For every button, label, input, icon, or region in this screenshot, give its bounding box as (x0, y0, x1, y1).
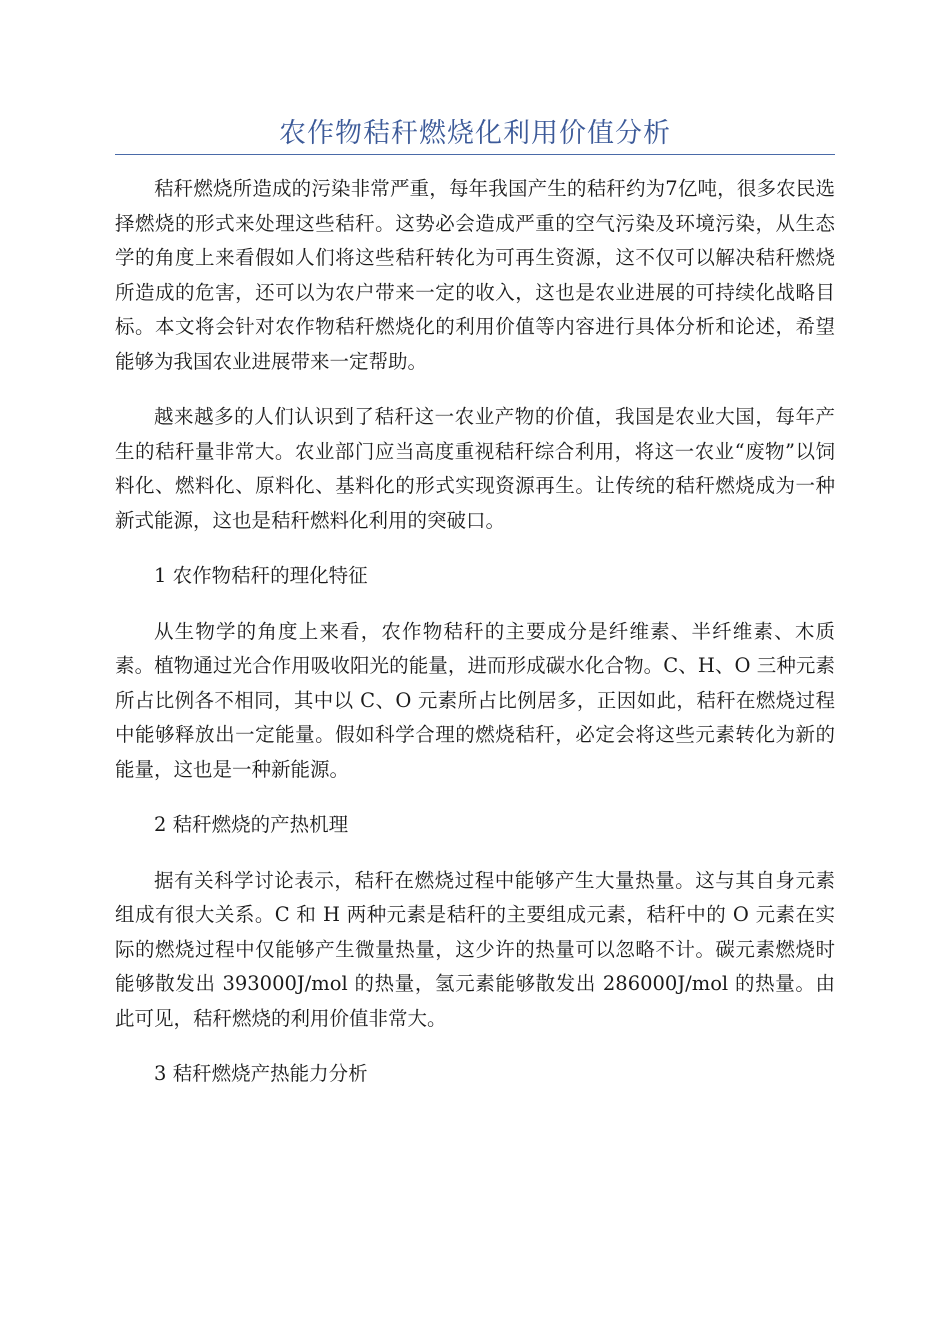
paragraph-context: 越来越多的人们认识到了秸秆这一农业产物的价值，我国是农业大国，每年产生的秸秆量非常大。农业部门应当高度重视秸秆综合利用，将这一农业“废物”以饲料化、燃料化、原料化、基料化的形式实现资源再生。让传统的秸秆燃烧成为一种新式能源，这也是秸秆燃料化利用的突破口。 (115, 405, 835, 532)
paragraph-intro: 秸秆燃烧所造成的污染非常严重，每年我国产生的秸秆约为7亿吨，很多农民选择燃烧的形式来处理这些秸秆。这势必会造成严重的空气污染及环境污染，从生态学的角度上来看假如人们将这些秸秆转化为可再生资源，这不仅可以解决秸秆燃烧所造成的危害，还可以为农户带来一定的收入，这也是农业进展的可持续化战略目标。本文将会针对农作物秸秆燃烧化的利用价值等内容进行具体分析和论述，希望能够为我国农业进展带来一定帮助。 (115, 177, 835, 373)
section-heading-2: 2 秸秆燃烧的产热机理 (154, 813, 349, 836)
paragraph-section-1: 从生物学的角度上来看，农作物秸秆的主要成分是纤维素、半纤维素、木质素。植物通过光合作用吸收阳光的能量，进而形成碳水化合物。C、H、O 三种元素所占比例各不相同，其中以 C、O 元素所占比例居多，正因如此，秸秆在燃烧过程中能够释放出一定能量。假如科学合理的燃烧秸秆，必定会将这些元素转化为新的能量，这也是一种新能源。 (115, 619, 835, 781)
title-underline (115, 154, 835, 155)
section-heading-1: 1 农作物秸秆的理化特征 (154, 564, 368, 587)
section-heading-3: 3 秸秆燃烧产热能力分析 (154, 1062, 368, 1085)
paragraph-section-2: 据有关科学讨论表示，秸秆在燃烧过程中能够产生大量热量。这与其自身元素组成有很大关系。C 和 H 两种元素是秸秆的主要组成元素，秸秆中的 O 元素在实际的燃烧过程中仅能够产生微量热量，这少许的热量可以忽略不计。碳元素燃烧时能够散发出 393000J/mol 的热量，氢元素能够散发出 286000J/mol 的热量。由此可见，秸秆燃烧的利用价值非常大。 (115, 868, 835, 1030)
page-title: 农作物秸秆燃烧化利用价值分析 (279, 118, 671, 149)
document-body (115, 172, 835, 1113)
